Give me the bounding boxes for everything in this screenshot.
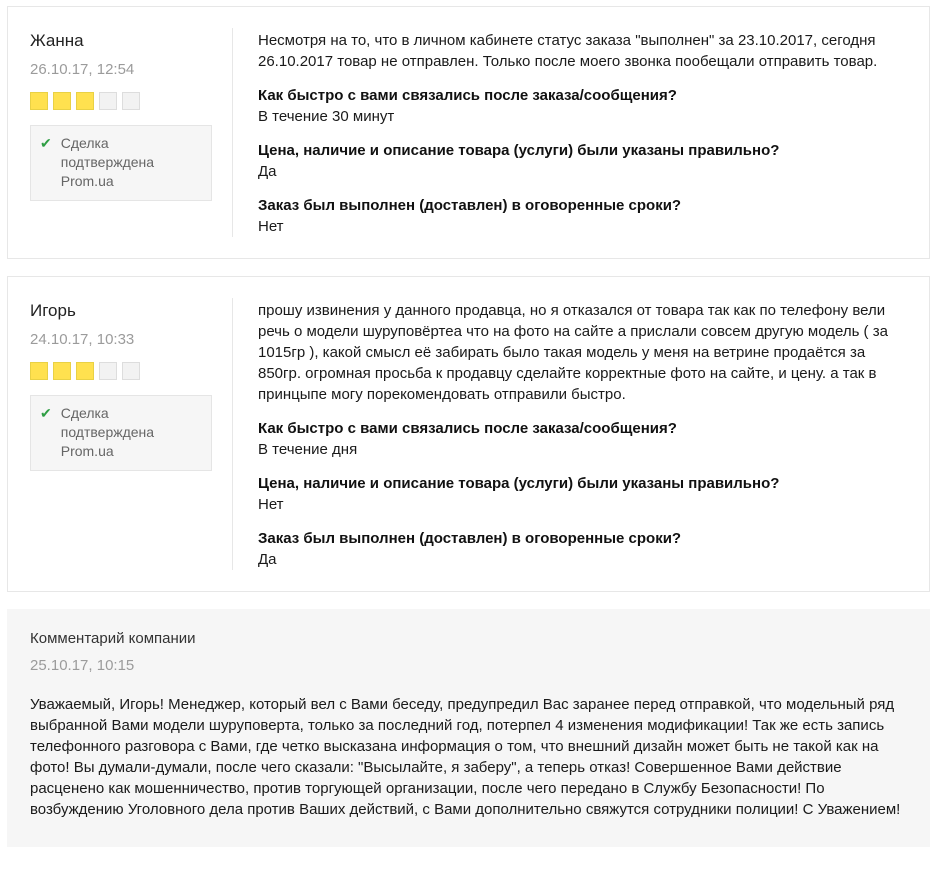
review-date: 26.10.17, 12:54	[30, 61, 135, 78]
rating-square-empty	[122, 362, 140, 380]
qa-answer: Да	[258, 163, 277, 180]
review-text: прошу извинения у данного продавца, но я отказался от товара так как по телефону вели речь о модели шуруповёртеа что на фото на сайте а прислали совсем другую модель ( за 1015гр ), какой смысл её забирать было такая модель у меня на ветрине продаётся за 850гр. огромная просьба к продавцу сделайте корректные фото на сайте, и цену. а так в принцыпе могу порекомендовать отправили быстро.	[258, 302, 888, 403]
qa-question: Заказ был выполнен (доставлен) в оговоренные сроки?	[258, 530, 682, 547]
review-card	[7, 276, 930, 592]
qa-question: Цена, наличие и описание товара (услуги) были указаны правильно?	[258, 475, 780, 492]
review-meta	[8, 28, 232, 237]
review-qa-block	[258, 528, 905, 570]
rating-square-filled	[30, 362, 48, 380]
review-card	[7, 6, 930, 259]
check-icon: ✔	[40, 405, 52, 421]
review-author: Игорь	[30, 301, 76, 320]
review-qa-block	[258, 473, 905, 515]
company-comment	[7, 609, 930, 847]
qa-answer: Да	[258, 551, 277, 568]
qa-answer: В течение 30 минут	[258, 108, 395, 125]
company-comment-title: Комментарий компании	[30, 630, 196, 647]
review-qa-block	[258, 85, 905, 127]
deal-confirmed-badge	[30, 395, 212, 471]
check-icon: ✔	[40, 135, 52, 151]
rating-square-filled	[76, 362, 94, 380]
qa-answer: Нет	[258, 496, 284, 513]
review-qa-block	[258, 195, 905, 237]
rating-square-empty	[99, 362, 117, 380]
rating-squares	[30, 362, 220, 380]
review-qa-block	[258, 140, 905, 182]
rating-square-empty	[122, 92, 140, 110]
company-comment-date: 25.10.17, 10:15	[30, 657, 135, 674]
qa-question: Цена, наличие и описание товара (услуги) были указаны правильно?	[258, 142, 780, 159]
qa-question: Как быстро с вами связались после заказа/сообщения?	[258, 420, 677, 437]
rating-square-filled	[76, 92, 94, 110]
review-qa-block	[258, 418, 905, 460]
qa-question: Как быстро с вами связались после заказа/сообщения?	[258, 87, 677, 104]
rating-square-filled	[53, 92, 71, 110]
qa-answer: Нет	[258, 218, 284, 235]
rating-square-filled	[53, 362, 71, 380]
deal-badge-label: Сделка подтверждена Prom.ua	[60, 405, 155, 459]
review-meta	[8, 298, 232, 570]
review-body	[232, 298, 929, 570]
qa-question: Заказ был выполнен (доставлен) в оговоренные сроки?	[258, 197, 682, 214]
review-text: Несмотря на то, что в личном кабинете статус заказа "выполнен" за 23.10.2017, сегодня 26.10.2017 товар не отправлен. Только после моего звонка пообещали отправить товар.	[258, 32, 878, 70]
company-comment-text: Уважаемый, Игорь! Менеджер, который вел с Вами беседу, предупредил Вас заранее перед отправкой, что модельный ряд выбранной Вами модели шуруповерта, только за последний год, потерпел 4 изменения модификации! Так же есть запись телефонного разговора с Вами, где четко высказана информация о том, что внешний дизайн может быть не такой как на фото! Вы думали-думали, после чего сказали: "Высылайте, я заберу", а теперь отказ! Совершенное Вами действие расценено как мошенничество, против торгующей организации, после чего передано в Службу Безопасности! По возбуждению Уголовного дела против Ваших действий, с Вами дополнительно свяжутся сотрудники полиции! С Уважением!	[30, 696, 901, 818]
rating-square-filled	[30, 92, 48, 110]
qa-answer: В течение дня	[258, 441, 358, 458]
rating-squares	[30, 92, 220, 110]
review-author: Жанна	[30, 31, 84, 50]
rating-square-empty	[99, 92, 117, 110]
deal-badge-label: Сделка подтверждена Prom.ua	[60, 135, 155, 189]
review-date: 24.10.17, 10:33	[30, 331, 135, 348]
review-body	[232, 28, 929, 237]
deal-confirmed-badge	[30, 125, 212, 201]
